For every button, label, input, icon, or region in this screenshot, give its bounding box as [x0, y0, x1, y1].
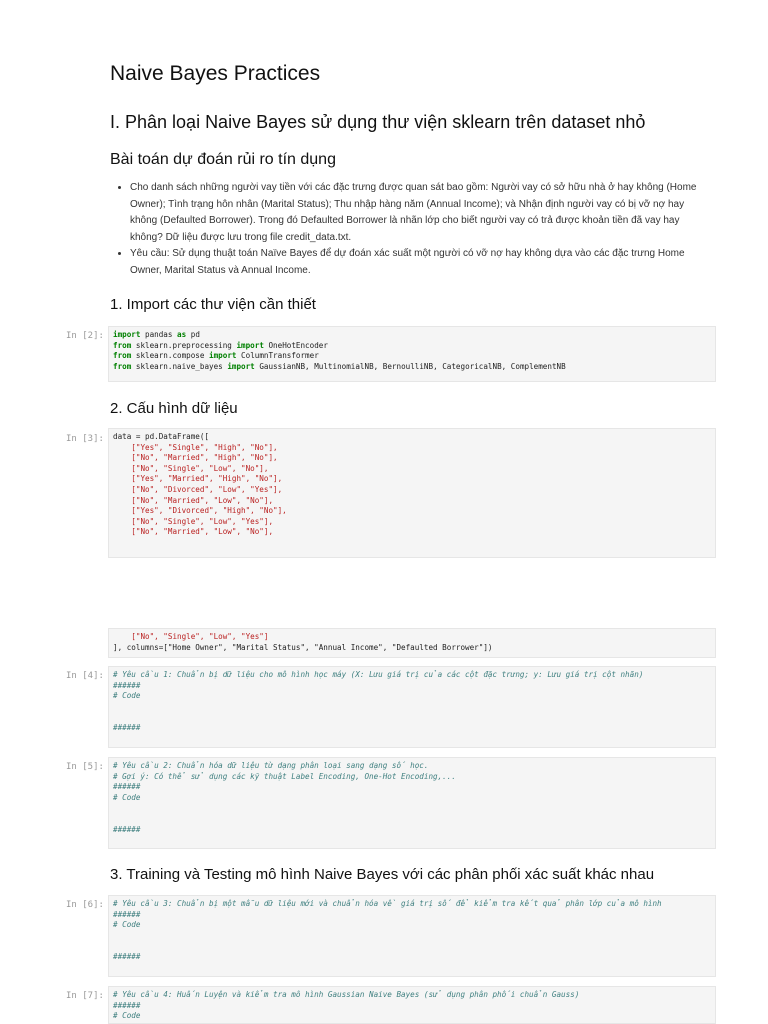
comment: # Code — [113, 691, 141, 701]
data-row: ["No", "Divorced", "Low", "Yes"], — [131, 484, 283, 494]
code-cell-imports[interactable] — [108, 326, 716, 382]
comment: # Yêu cầu 2: Chuẩn hóa dữ liệu từ dạng phân loại sang dạng số học. — [113, 761, 429, 770]
keyword: from — [113, 340, 132, 350]
comment: ###### — [113, 824, 141, 834]
comment: # Code — [113, 920, 141, 930]
data-row: ["No", "Single", "Low", "Yes"] — [131, 632, 269, 641]
module: pandas — [145, 330, 173, 339]
class-name: ColumnTransformer — [241, 351, 319, 361]
cell-prompt: In [6]: — [66, 900, 104, 910]
module: sklearn.preprocessing — [135, 340, 232, 350]
data-row: ["Yes", "Single", "High", "No"], — [131, 442, 278, 452]
keyword: as — [177, 330, 187, 339]
keyword: import — [236, 340, 264, 350]
code-cell-requirement-2[interactable] — [108, 757, 716, 849]
comment: # Gợi ý: Có thể sử dụng các kỹ thuật Label Encoding, One-Hot Encoding,... — [113, 771, 456, 781]
data-row: ["No", "Married", "Low", "No"], — [131, 527, 274, 537]
comment: ###### — [113, 722, 141, 732]
module: sklearn.compose — [135, 351, 205, 361]
comment: ###### — [113, 782, 141, 792]
comment: ###### — [113, 680, 141, 690]
comment: # Yêu cầu 3: Chuẩn bị một mẫu dữ liệu mới và chuẩn hóa về giá trị số để kiểm tra kết quả phân lớp của mô hình — [113, 899, 662, 908]
data-row: ["Yes", "Divorced", "High", "No"], — [131, 506, 287, 516]
code-line: data = pd.DataFrame([ — [113, 432, 210, 441]
comment: ###### — [113, 909, 141, 919]
code-cell-dataframe-continued[interactable] — [108, 628, 716, 658]
keyword: import — [209, 351, 237, 361]
comment: ###### — [113, 1000, 141, 1010]
code-cell-requirement-3[interactable] — [108, 895, 716, 977]
data-row: ["Yes", "Married", "High", "No"], — [131, 474, 283, 484]
keyword: from — [113, 361, 132, 371]
data-row: ["No", "Married", "High", "No"], — [131, 453, 278, 463]
comment: # Code — [113, 792, 141, 802]
keyword: import — [113, 330, 141, 339]
step-heading-data: 2. Cấu hình dữ liệu — [110, 400, 238, 417]
class-names: GaussianNB, MultinomialNB, BernoulliNB, CategoricalNB, ComplementNB — [259, 361, 566, 371]
code-cell-requirement-1[interactable] — [108, 666, 716, 748]
comment: # Code — [113, 1011, 141, 1021]
section-heading: I. Phân loại Naive Bayes sử dụng thư viện sklearn trên dataset nhỏ — [110, 112, 646, 132]
problem-description — [112, 180, 712, 279]
comment: # Yêu cầu 4: Huấn Luyện và kiểm tra mô hình Gaussian Naive Bayes (sử dụng phân phối chuẩn Gauss) — [113, 990, 580, 999]
list-item: • Yêu cầu: Sử dụng thuật toán Naïve Bayes để dự đoán xác suất một người có vỡ nợ hay không dựa vào các đặc trưng Home Owner, Marital Status và Annual Income. — [130, 246, 712, 279]
cell-prompt: In [7]: — [66, 991, 104, 1001]
alias: pd — [190, 330, 200, 339]
data-row: ["No", "Single", "Low", "Yes"], — [131, 516, 274, 526]
step-heading-import: 1. Import các thư viện cần thiết — [110, 296, 316, 313]
code-cell-dataframe[interactable] — [108, 428, 716, 558]
problem-heading: Bài toán dự đoán rủi ro tín dụng — [110, 151, 336, 168]
class-name: OneHotEncoder — [268, 340, 328, 350]
cell-prompt: In [5]: — [66, 762, 104, 772]
keyword: from — [113, 351, 132, 361]
list-item: • Cho danh sách những người vay tiền với các đặc trưng được quan sát bao gồm: Người vay có sở hữu nhà ở hay không (Home Owner); Tình trạng hôn nhân (Marital Status); Thu nhập hàng năm (Annual Income); và Nhận định người vay có bị vỡ nợ hay không (Defaulted Borrower). Trong đó Defaulted Borrower là nhãn lớp cho biết người vay có trả được khoản tiền đã vay hay không? Dữ liệu được lưu trong file credit_data.txt. — [130, 180, 712, 246]
module: sklearn.naive_bayes — [135, 361, 223, 371]
cell-prompt: In [3]: — [66, 434, 104, 444]
code-line: ], columns=["Home Owner", "Marital Status", "Annual Income", "Defaulted Borrower"]) — [113, 642, 493, 652]
comment: # Yêu cầu 1: Chuẩn bị dữ liệu cho mô hình học máy (X: Lưu giá trị của các cột đặc trưng; y: Lưu giá trị cột nhãn) — [113, 670, 644, 679]
cell-prompt: In [4]: — [66, 671, 104, 681]
cell-prompt: In [2]: — [66, 331, 104, 341]
page-title: Naive Bayes Practices — [110, 62, 321, 85]
comment: ###### — [113, 951, 141, 961]
code-cell-requirement-4[interactable] — [108, 986, 716, 1024]
step-heading-training: 3. Training và Testing mô hình Naive Bayes với các phân phối xác suất khác nhau — [110, 866, 655, 883]
data-row: ["No", "Married", "Low", "No"], — [131, 495, 274, 505]
keyword: import — [227, 361, 255, 371]
data-row: ["No", "Single", "Low", "No"], — [131, 463, 269, 473]
